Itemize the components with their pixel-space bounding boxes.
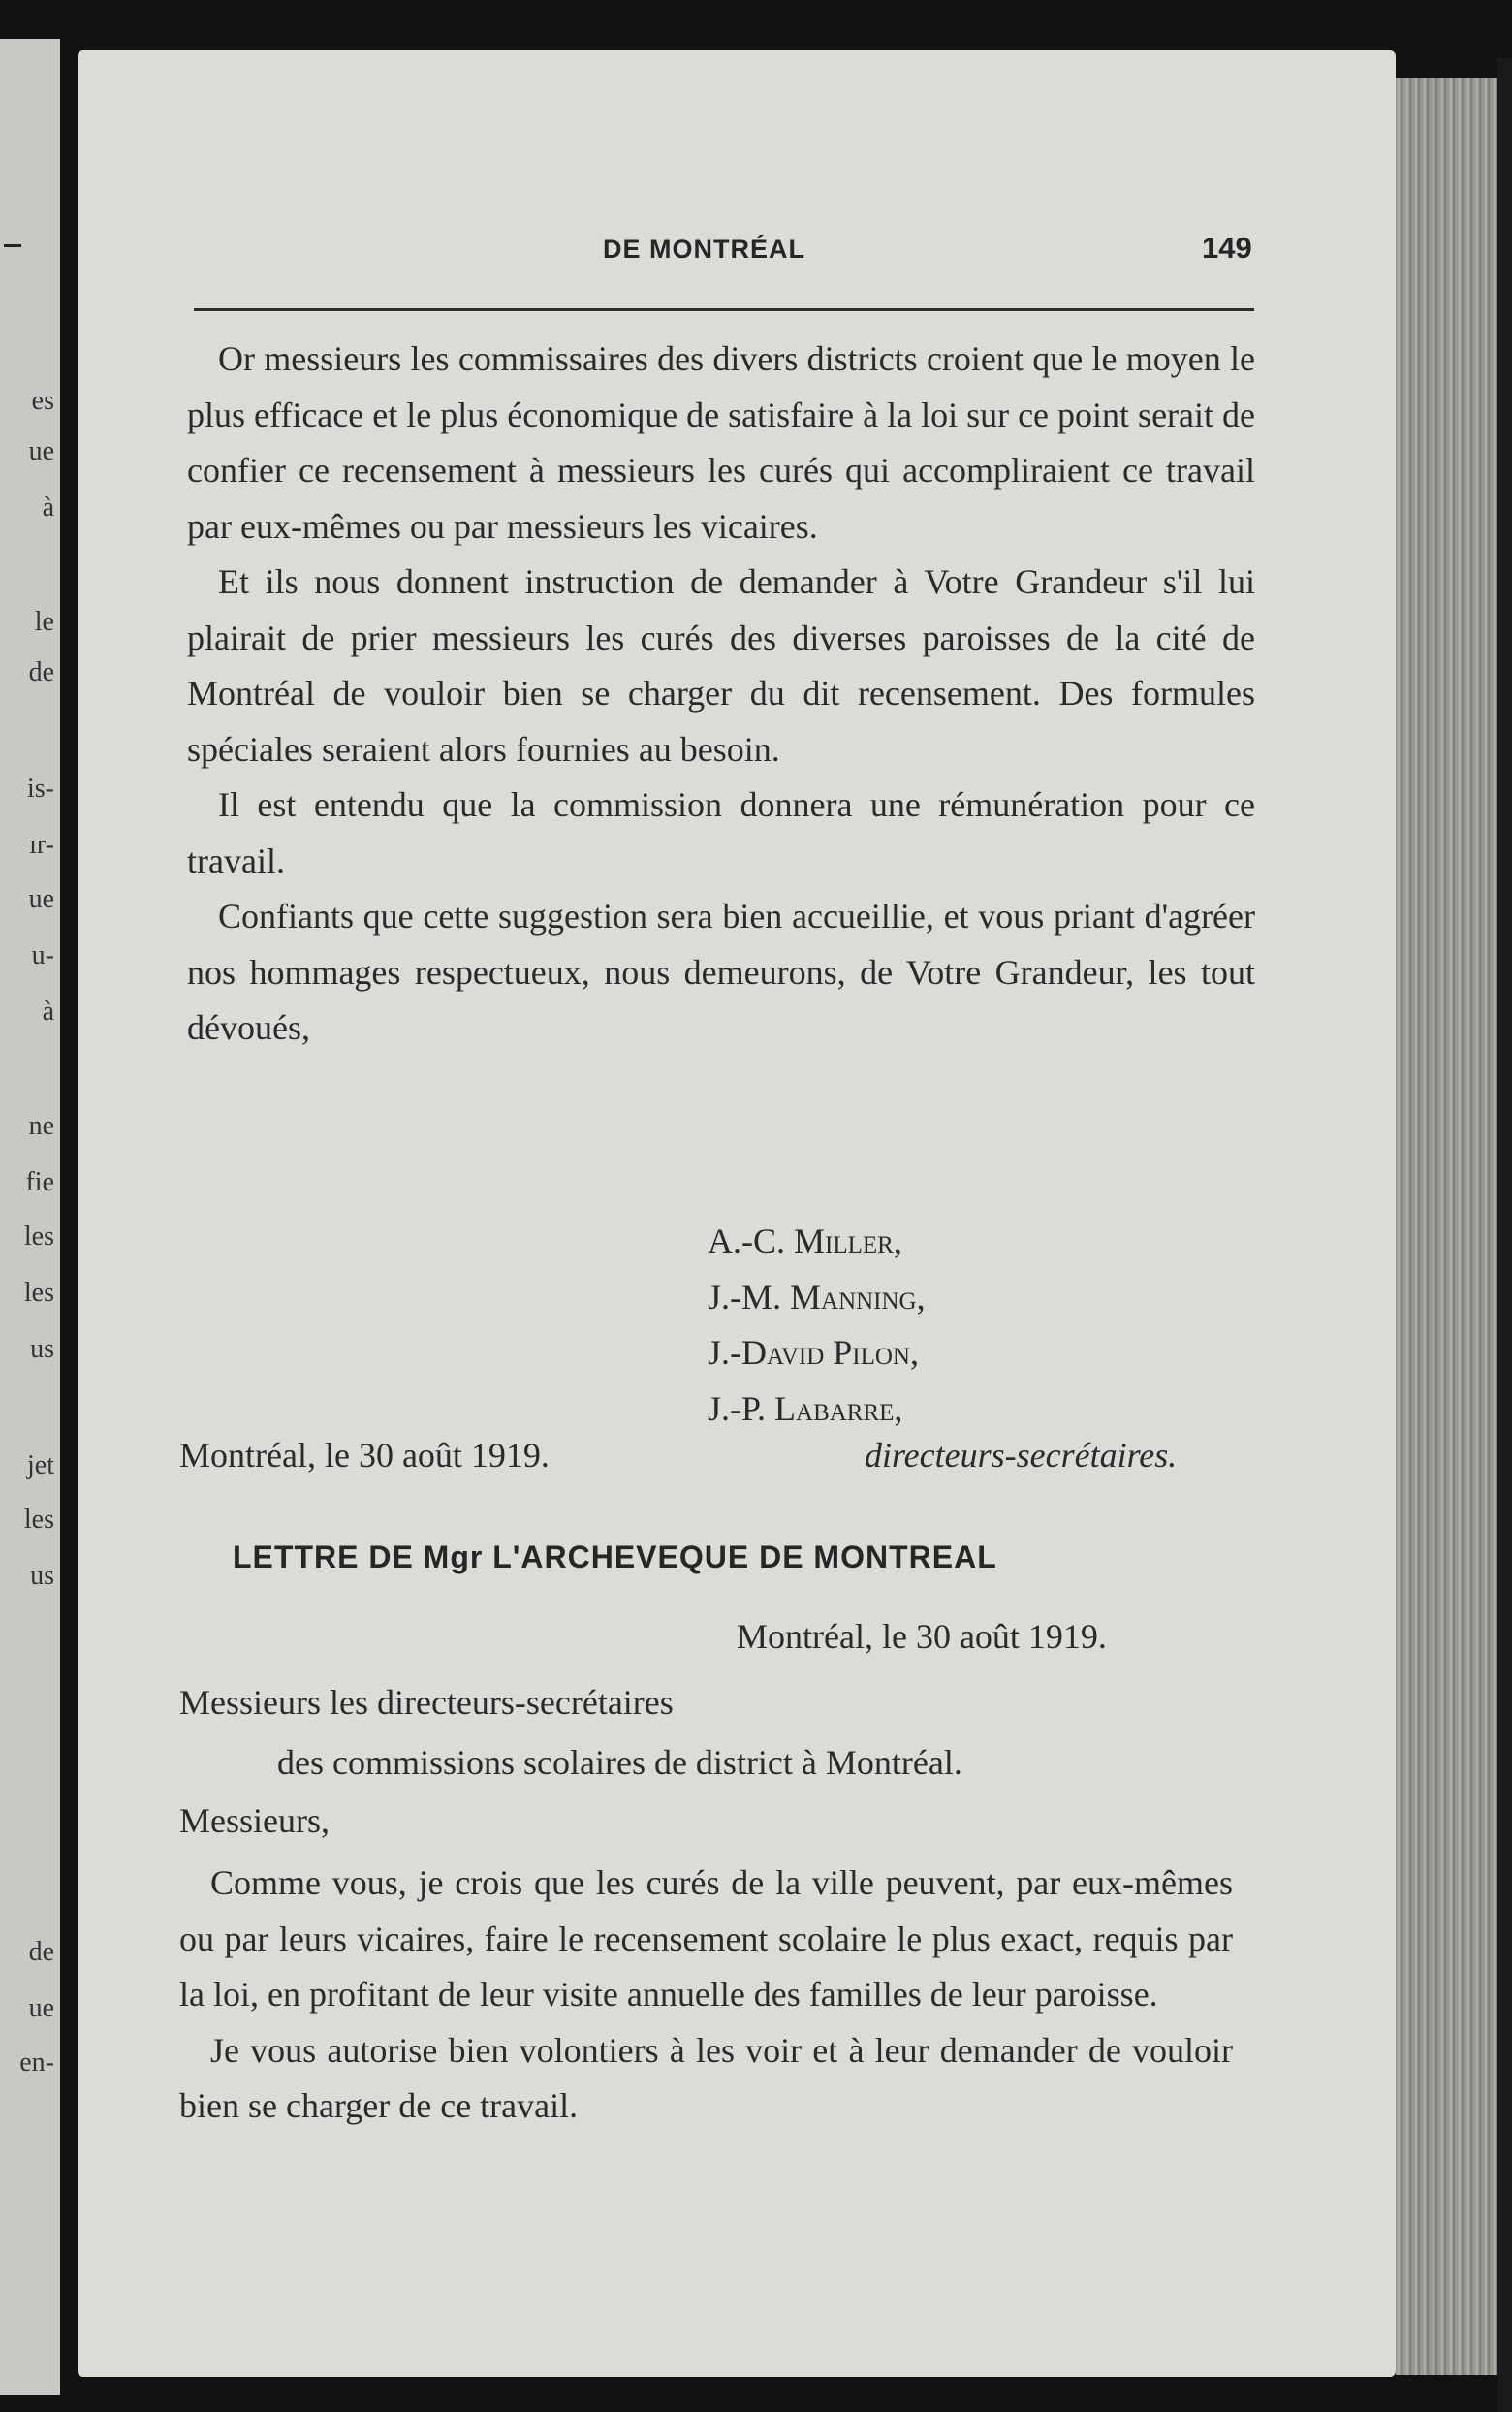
letter-body	[179, 1856, 1233, 2135]
section-title: LETTRE DE Mgr L'ARCHEVEQUE DE MONTREAL	[233, 1539, 997, 1574]
page-edges	[1396, 78, 1497, 2375]
margin-fragment: à	[42, 492, 54, 523]
page-edge-shadow	[1497, 58, 1512, 2412]
page-number: 149	[1202, 231, 1252, 265]
margin-fragment: les	[23, 1278, 54, 1308]
book-page	[78, 50, 1396, 2377]
paragraph: Confiants que cette suggestion sera bien accueillie, et vous priant d'agréer nos hommages respectueux, nous demeurons, de Votre Grandeur, les tout dévoués,	[187, 897, 1255, 1047]
margin-fragment: u-	[31, 940, 54, 970]
signatory: A.-C. Miller,	[708, 1222, 902, 1260]
margin-fragment: à	[42, 997, 54, 1027]
paragraph: Il est entendu que la commission donnera une rémunération pour ce travail.	[187, 785, 1255, 880]
signatory: J.-David Pilon,	[708, 1333, 919, 1372]
margin-fragment: en-	[19, 2047, 54, 2078]
margin-fragment: is-	[27, 774, 54, 804]
place-date: Montréal, le 30 août 1919.	[179, 1436, 550, 1475]
margin-fragment: ue	[28, 1993, 54, 2023]
margin-fragment: les	[23, 1505, 54, 1535]
signatory-role: directeurs-secrétaires.	[865, 1436, 1178, 1475]
paragraph: Comme vous, je crois que les curés de la ville peuvent, par eux-mêmes ou par leurs vicaires, faire le recensement scolaire le plus exact, requis par la loi, en profitant de leur visite annuelle des familles de leur paroisse.	[179, 1863, 1233, 2014]
margin-fragment: jet	[27, 1450, 54, 1480]
signatory: J.-P. Labarre,	[708, 1388, 903, 1428]
paragraph: Je vous autorise bien volontiers à les voir et à leur demander de vouloir bien se charger de ce travail.	[179, 2030, 1233, 2125]
margin-fragment: de	[28, 1937, 54, 1967]
adjacent-page-strip	[0, 39, 60, 2395]
paragraph: Or messieurs les commissaires des divers districts croient que le moyen le plus efficace et le plus économique de satisfaire à la loi sur ce point serait de confier ce recensement à messieurs les curés qui accompliraient ce travail par eux-mêmes ou par messieurs les vicaires.	[187, 339, 1255, 546]
margin-dash	[4, 244, 21, 247]
signatory: J.-M. Manning,	[708, 1277, 926, 1317]
letter-address-line: Messieurs les directeurs-secrétaires	[179, 1683, 674, 1722]
margin-fragment: ır-	[29, 830, 54, 860]
margin-fragment: ne	[28, 1111, 54, 1141]
header-rule	[194, 308, 1254, 311]
margin-fragment: ue	[28, 884, 54, 914]
margin-fragment: us	[30, 1561, 54, 1591]
margin-fragment: ue	[28, 436, 54, 466]
main-text	[187, 332, 1255, 1057]
margin-fragment: fie	[25, 1167, 54, 1197]
margin-fragment: us	[30, 1334, 54, 1364]
margin-fragment: le	[34, 607, 54, 637]
running-head: DE MONTRÉAL	[603, 235, 805, 264]
margin-fragment: les	[23, 1222, 54, 1252]
margin-fragment: de	[28, 657, 54, 687]
letter-date: Montréal, le 30 août 1919.	[737, 1617, 1107, 1656]
paragraph: Et ils nous donnent instruction de demander à Votre Grandeur s'il lui plairait de prier messieurs les curés des diverses paroisses de la cité de Montréal de vouloir bien se charger du dit recensement. Des formules spéciales seraient alors fournies au besoin.	[187, 562, 1255, 769]
margin-fragment: es	[31, 386, 54, 416]
letter-salutation: Messieurs,	[179, 1801, 330, 1840]
signature-block	[708, 1214, 926, 1437]
letter-address-line: des commissions scolaires de district à Montréal.	[277, 1743, 962, 1782]
